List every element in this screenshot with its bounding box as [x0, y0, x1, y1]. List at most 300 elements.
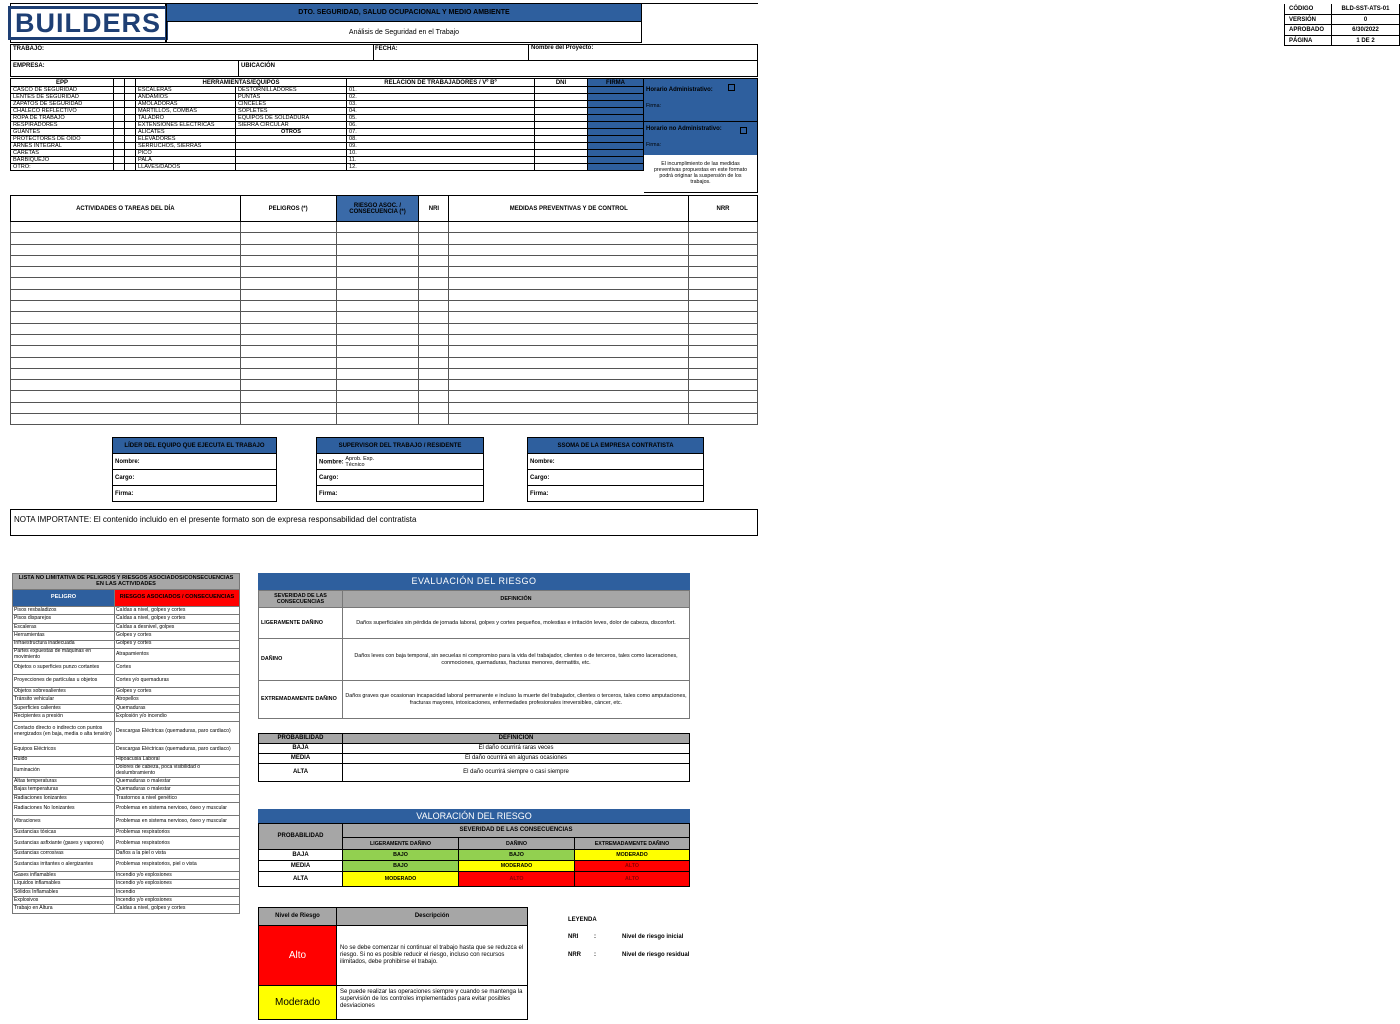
activity-cell[interactable] — [449, 301, 689, 312]
activity-cell[interactable] — [419, 267, 449, 278]
epp-row — [11, 129, 644, 136]
activity-cell[interactable] — [419, 414, 449, 425]
activity-cell[interactable] — [11, 380, 241, 391]
suspension-note: El incumplimiento de las medidas preventivas propuestas en este formato podrá originar la suspensión de los trabajos. — [653, 161, 748, 185]
activity-cell[interactable] — [336, 222, 419, 233]
activity-cell[interactable] — [11, 255, 241, 266]
sev-def: Daños superficiales sin pérdida de jornada laboral, golpes y cortes pequeños, molestias e irritación leves, dolor de cabeza, disconfort. — [343, 608, 690, 639]
sev-def: Daños leves con baja temporal, sin secuelas ni compromiso para la vida del trabajador, clientes o de terceros, tales como laceraciones, conmociones, quemaduras, fracturas menores, dermatitis, etc. — [343, 639, 690, 681]
epp-item: CASCO DE SEGURIDAD — [11, 87, 114, 94]
hazard-riesgo: Caídas a nivel, golpes y cortes — [115, 905, 240, 913]
activity-cell[interactable] — [336, 391, 419, 402]
hazard-riesgo: Golpes y cortes — [115, 632, 240, 640]
hazard-peligro: Sustancias corrosivas — [13, 850, 115, 858]
activity-cell[interactable] — [689, 346, 758, 357]
activity-cell[interactable] — [449, 278, 689, 289]
eval-title: EVALUACIÓN DEL RIESGO — [258, 573, 690, 590]
hazard-row — [13, 687, 240, 695]
hazard-peligro: Gases inflamables — [13, 871, 115, 879]
dni-cell[interactable] — [535, 87, 588, 94]
sev-label: DAÑINO — [259, 639, 343, 681]
activity-cell[interactable] — [336, 334, 419, 345]
hazard-riesgo: Descargas Eléctricas (quemaduras, paro cardiaco) — [115, 743, 240, 756]
activity-cell[interactable] — [689, 334, 758, 345]
activity-cell[interactable] — [11, 402, 241, 413]
activity-cell[interactable] — [11, 357, 241, 368]
activity-cell[interactable] — [419, 222, 449, 233]
activities-table — [10, 195, 758, 425]
tool-check[interactable] — [125, 122, 136, 129]
activity-cell[interactable] — [11, 368, 241, 379]
hazard-riesgo: Dolores de cabeza, poca visibilidad o deslumbramiento — [115, 764, 240, 777]
horario-noadmin-label: Horario no Administrativo: — [646, 126, 722, 132]
activity-cell[interactable] — [419, 402, 449, 413]
hazard-peligro: Ruido — [13, 756, 115, 764]
worker-item: 08. — [347, 136, 535, 143]
sig-head: SSOMA DE LA EMPRESA CONTRATISTA — [528, 438, 704, 454]
meta-value: 1 DE 2 — [1332, 36, 1400, 46]
firma-cell[interactable] — [588, 101, 644, 108]
firma-cell[interactable] — [588, 129, 644, 136]
activity-row — [11, 334, 758, 345]
val-row-label: BAJA — [259, 850, 343, 861]
hazard-riesgo: Quemaduras — [115, 704, 240, 712]
aprob-label: Aprob. Exp. Técnico — [345, 455, 375, 468]
activity-row — [11, 323, 758, 334]
activity-cell[interactable] — [419, 323, 449, 334]
hazard-riesgo: Problemas en sistema nervioso, óseo y muscular — [115, 816, 240, 829]
activity-row — [11, 368, 758, 379]
activity-cell[interactable] — [240, 402, 336, 413]
hazard-peligro: Sustancias irritantes o alergizantes — [13, 858, 115, 871]
tool-item: ALICATES — [136, 129, 236, 136]
sig-firma: Firma: — [317, 486, 484, 502]
hazard-row — [13, 764, 240, 777]
activity-cell[interactable] — [449, 244, 689, 255]
activity-cell[interactable] — [240, 346, 336, 357]
activity-cell[interactable] — [449, 414, 689, 425]
hazard-riesgo: Explosión y/o incendio — [115, 713, 240, 721]
info-divider — [10, 60, 758, 61]
val-col: DAÑINO — [459, 838, 575, 850]
worker-item: 05. — [347, 115, 535, 122]
activity-row — [11, 278, 758, 289]
activity-cell[interactable] — [689, 402, 758, 413]
activity-cell[interactable] — [689, 222, 758, 233]
firma-cell[interactable] — [588, 164, 644, 171]
tool-item — [236, 136, 347, 143]
epp-check[interactable] — [114, 115, 125, 122]
probability-table — [258, 733, 690, 782]
hazard-peligro: Pisos disparejos — [13, 615, 115, 623]
activity-cell[interactable] — [240, 391, 336, 402]
hazard-row — [13, 837, 240, 850]
dni-cell[interactable] — [535, 150, 588, 157]
dni-cell[interactable] — [535, 115, 588, 122]
firma-cell[interactable] — [588, 143, 644, 150]
worker-item: 02. — [347, 94, 535, 101]
firma-cell[interactable] — [588, 122, 644, 129]
ubicacion-label: UBICACIÓN — [241, 63, 275, 69]
tool-item: ESCALERAS — [136, 87, 236, 94]
levels-col1: Nivel de Riesgo — [259, 908, 337, 926]
activity-cell[interactable] — [11, 312, 241, 323]
tool-item: LLAVES/DADOS — [136, 164, 236, 171]
hazard-peligro: Iluminación — [13, 764, 115, 777]
hazards-table — [12, 573, 240, 914]
prob-label: BAJA — [259, 744, 343, 754]
activity-cell[interactable] — [689, 312, 758, 323]
activity-cell[interactable] — [336, 233, 419, 244]
activity-cell[interactable] — [336, 312, 419, 323]
hazard-riesgo: Daños a la piel o vista — [115, 850, 240, 858]
activity-cell[interactable] — [449, 334, 689, 345]
prob-def: El daño ocurrirá siempre o casi siempre — [343, 764, 690, 782]
activity-cell[interactable] — [449, 391, 689, 402]
epp-check[interactable] — [114, 150, 125, 157]
activity-cell[interactable] — [240, 334, 336, 345]
prob-col2: DEFINICIÓN — [343, 734, 690, 744]
tool-item: ELEVADORES — [136, 136, 236, 143]
activity-cell[interactable] — [11, 289, 241, 300]
hazard-peligro: Objetos o superficies punzo cortantes — [13, 661, 115, 674]
val-cell: BAJO — [343, 850, 459, 861]
worker-item: 03. — [347, 101, 535, 108]
activity-cell[interactable] — [240, 267, 336, 278]
worker-item: 06. — [347, 122, 535, 129]
firma-cell[interactable] — [588, 136, 644, 143]
firma-cell[interactable] — [588, 108, 644, 115]
sig-head: LÍDER DEL EQUIPO QUE EJECUTA EL TRABAJO — [113, 438, 277, 454]
epp-row — [11, 143, 644, 150]
activity-row — [11, 233, 758, 244]
activity-cell[interactable] — [240, 222, 336, 233]
activity-cell[interactable] — [336, 368, 419, 379]
sig-cargo: Cargo: — [317, 470, 484, 486]
hazard-riesgo: Quemaduras o malestar — [115, 786, 240, 794]
act-head: PELIGROS (*) — [240, 196, 336, 222]
activity-cell[interactable] — [240, 368, 336, 379]
trabajo-label: TRABAJO: — [13, 46, 44, 52]
activity-cell[interactable] — [240, 357, 336, 368]
sig-nombre: Nombre: — [319, 459, 344, 466]
activity-cell[interactable] — [449, 289, 689, 300]
activity-cell[interactable] — [449, 346, 689, 357]
epp-check[interactable] — [114, 108, 125, 115]
dni-cell[interactable] — [535, 94, 588, 101]
hazard-peligro: Tránsito vehicular — [13, 696, 115, 704]
hazard-riesgo: Atropellos — [115, 696, 240, 704]
firma-noadmin-label: Firma: — [646, 142, 662, 148]
activity-cell[interactable] — [419, 334, 449, 345]
activity-cell[interactable] — [449, 380, 689, 391]
activity-cell[interactable] — [419, 312, 449, 323]
activity-cell[interactable] — [11, 222, 241, 233]
val-cell: ALTO — [575, 861, 690, 872]
tool-check[interactable] — [125, 108, 136, 115]
tool-check[interactable] — [125, 101, 136, 108]
activity-cell[interactable] — [11, 414, 241, 425]
activity-cell[interactable] — [449, 255, 689, 266]
firma-cell[interactable] — [588, 150, 644, 157]
hazard-row — [13, 880, 240, 888]
activity-cell[interactable] — [240, 289, 336, 300]
worker-item: 01. — [347, 87, 535, 94]
hazard-row — [13, 850, 240, 858]
val-row-label: MEDIA — [259, 861, 343, 872]
activity-row — [11, 244, 758, 255]
nota-importante: NOTA IMPORTANTE: El contenido incluido en el presente formato son de expresa responsabilidad del contratista — [10, 509, 758, 536]
activity-cell[interactable] — [689, 323, 758, 334]
activity-cell[interactable] — [689, 289, 758, 300]
activity-cell[interactable] — [689, 391, 758, 402]
activity-cell[interactable] — [240, 312, 336, 323]
activity-cell[interactable] — [11, 334, 241, 345]
activity-cell[interactable] — [449, 368, 689, 379]
dni-cell[interactable] — [535, 157, 588, 164]
epp-item: ROPA DE TRABAJO — [11, 115, 114, 122]
dni-cell[interactable] — [535, 164, 588, 171]
tool-item: PUNTAS — [236, 94, 347, 101]
activity-cell[interactable] — [240, 301, 336, 312]
activity-cell[interactable] — [240, 233, 336, 244]
epp-item: PROTECTORES DE OIDO — [11, 136, 114, 143]
hazard-riesgo: Caídas a desnivel, golpes — [115, 623, 240, 631]
val-cell: BAJO — [459, 850, 575, 861]
firma-head: FIRMA — [588, 79, 644, 87]
activity-cell[interactable] — [419, 233, 449, 244]
firma-cell[interactable] — [588, 94, 644, 101]
meta-label: APROBADO — [1284, 25, 1332, 35]
horario-panel — [644, 78, 758, 193]
level-moderado-desc: Se puede realizar las operaciones siempre y cuando se mantenga la supervisión de los controles implementados para evitar posibles desviaciones — [337, 986, 528, 1020]
firma-cell[interactable] — [588, 115, 644, 122]
activity-cell[interactable] — [689, 267, 758, 278]
activity-cell[interactable] — [689, 255, 758, 266]
hazard-riesgo: Trastornos a nivel genético — [115, 794, 240, 802]
epp-check[interactable] — [114, 136, 125, 143]
val-prob-head: PROBABILIDAD — [259, 824, 343, 850]
activity-cell[interactable] — [689, 380, 758, 391]
hazards-col1: PELIGRO — [13, 590, 115, 607]
tool-check[interactable] — [125, 115, 136, 122]
val-row — [259, 861, 690, 872]
activity-cell[interactable] — [419, 346, 449, 357]
hazard-row — [13, 661, 240, 674]
activity-cell[interactable] — [336, 414, 419, 425]
activity-cell[interactable] — [419, 368, 449, 379]
activity-cell[interactable] — [689, 233, 758, 244]
epp-row — [11, 150, 644, 157]
val-cell: ALTO — [575, 872, 690, 887]
hazard-riesgo: Incendio y/o explosiones — [115, 871, 240, 879]
firma-cell[interactable] — [588, 157, 644, 164]
hazard-peligro: Trabajo en Altura — [13, 905, 115, 913]
activity-cell[interactable] — [689, 414, 758, 425]
activity-cell[interactable] — [240, 255, 336, 266]
worker-item: 11. — [347, 157, 535, 164]
tool-check[interactable] — [125, 129, 136, 136]
proyecto-label: Nombre del Proyecto: — [528, 45, 758, 60]
tool-check[interactable] — [125, 150, 136, 157]
epp-check[interactable] — [114, 94, 125, 101]
tool-check[interactable] — [125, 87, 136, 94]
doc-meta — [642, 3, 1390, 44]
activity-cell[interactable] — [240, 278, 336, 289]
eval-col2: DEFINICIÓN — [343, 591, 690, 608]
activity-cell[interactable] — [336, 301, 419, 312]
epp-check[interactable] — [114, 164, 125, 171]
level-alto-desc: No se debe comenzar ni continuar el trabajo hasta que se reduzca el riesgo. Si no es posible reducir el riesgo, incluso con recursos ilimitados, debe prohibirse el trabajo. — [337, 926, 528, 986]
activity-cell[interactable] — [449, 323, 689, 334]
activity-cell[interactable] — [419, 255, 449, 266]
activity-cell[interactable] — [11, 301, 241, 312]
hazard-row — [13, 623, 240, 631]
hazard-row — [13, 756, 240, 764]
activity-cell[interactable] — [419, 357, 449, 368]
hazard-riesgo: Incendio — [115, 888, 240, 896]
activity-cell[interactable] — [689, 357, 758, 368]
hazard-riesgo: Hipoacusia Laboral — [115, 756, 240, 764]
activity-cell[interactable] — [689, 368, 758, 379]
hazard-peligro: Escaleras — [13, 623, 115, 631]
epp-check[interactable] — [114, 143, 125, 150]
activity-cell[interactable] — [689, 244, 758, 255]
activity-cell[interactable] — [336, 357, 419, 368]
epp-check[interactable] — [114, 87, 125, 94]
hazard-row — [13, 888, 240, 896]
activity-cell[interactable] — [336, 278, 419, 289]
tool-check[interactable] — [125, 157, 136, 164]
hazard-row — [13, 721, 240, 743]
activity-cell[interactable] — [449, 402, 689, 413]
dni-cell[interactable] — [535, 122, 588, 129]
sig-ssoma — [527, 437, 704, 502]
epp-item: OTRO: — [11, 164, 114, 171]
activity-cell[interactable] — [240, 380, 336, 391]
tool-item: ANDAMIOS — [136, 94, 236, 101]
activity-row — [11, 255, 758, 266]
epp-row — [11, 136, 644, 143]
meta-value: 6/30/2022 — [1332, 25, 1400, 35]
activity-cell[interactable] — [336, 402, 419, 413]
activity-cell[interactable] — [336, 380, 419, 391]
hazard-riesgo: Problemas respiratorios — [115, 837, 240, 850]
epp-item: BARBIQUEJO — [11, 157, 114, 164]
tool-check[interactable] — [125, 136, 136, 143]
activity-cell[interactable] — [240, 323, 336, 334]
val-row — [259, 850, 690, 861]
info-divider — [373, 44, 374, 60]
activity-cell[interactable] — [11, 244, 241, 255]
dni-cell[interactable] — [535, 101, 588, 108]
tool-item: TALADRO — [136, 115, 236, 122]
activity-cell[interactable] — [336, 346, 419, 357]
activity-cell[interactable] — [419, 391, 449, 402]
epp-row — [11, 122, 644, 129]
sig-cargo: Cargo: — [113, 470, 277, 486]
firma-cell[interactable] — [588, 87, 644, 94]
sig-firma: Firma: — [528, 486, 704, 502]
tool-check[interactable] — [125, 94, 136, 101]
activity-cell[interactable] — [11, 391, 241, 402]
hazard-riesgo: Quemaduras o malestar — [115, 777, 240, 785]
tool-check[interactable] — [125, 164, 136, 171]
activity-cell[interactable] — [240, 244, 336, 255]
sig-firma: Firma: — [113, 486, 277, 502]
tool-item: OTROS — [236, 129, 347, 136]
activity-cell[interactable] — [11, 323, 241, 334]
activity-cell[interactable] — [336, 289, 419, 300]
header-title: DTO. SEGURIDAD, SALUD OCUPACIONAL Y MEDIO AMBIENTE — [166, 3, 642, 22]
val-row-label: ALTA — [259, 872, 343, 887]
activity-cell[interactable] — [419, 289, 449, 300]
hazard-row — [13, 743, 240, 756]
activity-cell[interactable] — [449, 233, 689, 244]
activity-cell[interactable] — [449, 267, 689, 278]
activity-cell[interactable] — [689, 301, 758, 312]
hazard-row — [13, 794, 240, 802]
tool-check[interactable] — [125, 143, 136, 150]
activity-cell[interactable] — [449, 357, 689, 368]
sev-def: Daños graves que ocasionan incapacidad laboral permanente e incluso la muerte del trabajador, clientes o terceros, tales como amputaciones, fracturas mayores, intoxicaciones, enfermedades profesionales irreversibles, cáncer, etc. — [343, 681, 690, 719]
hazard-row — [13, 905, 240, 913]
epp-check[interactable] — [114, 129, 125, 136]
epp-row — [11, 94, 644, 101]
activity-cell[interactable] — [11, 233, 241, 244]
sig-supervisor — [316, 437, 484, 502]
horario-admin-checkbox[interactable] — [728, 84, 735, 91]
hazard-peligro: Proyecciones de partículas u objetos — [13, 674, 115, 687]
activity-cell[interactable] — [419, 301, 449, 312]
info-divider — [238, 60, 239, 77]
activity-cell[interactable] — [336, 244, 419, 255]
tool-item: EQUIPOS DE SOLDADURA — [236, 115, 347, 122]
sig-head: SUPERVISOR DEL TRABAJO / RESIDENTE — [317, 438, 484, 454]
dni-cell[interactable] — [535, 143, 588, 150]
activity-cell[interactable] — [336, 267, 419, 278]
workers-head: RELACIÓN DE TRABAJADORES / Vº Bº — [347, 79, 535, 87]
activity-cell[interactable] — [240, 414, 336, 425]
activity-cell[interactable] — [336, 323, 419, 334]
dni-cell[interactable] — [535, 129, 588, 136]
activity-cell[interactable] — [11, 346, 241, 357]
valuation-table — [258, 823, 690, 887]
dni-cell[interactable] — [535, 136, 588, 143]
activity-cell[interactable] — [11, 267, 241, 278]
dni-cell[interactable] — [535, 108, 588, 115]
activity-cell[interactable] — [11, 278, 241, 289]
hazard-peligro: Objetos sobresalientes — [13, 687, 115, 695]
activity-cell[interactable] — [449, 312, 689, 323]
epp-check[interactable] — [114, 157, 125, 164]
activity-cell[interactable] — [419, 244, 449, 255]
epp-check[interactable] — [114, 101, 125, 108]
activity-cell[interactable] — [449, 222, 689, 233]
horario-noadmin-checkbox[interactable] — [740, 127, 747, 134]
activity-cell[interactable] — [419, 380, 449, 391]
hazard-row — [13, 640, 240, 648]
hazards-title: LISTA NO LIMITATIVA DE PELIGROS Y RIESGOS ASOCIADOS/CONSECUENCIAS EN LAS ACTIVIDADES — [13, 574, 240, 590]
legend-nri: NRI : Nivel de riesgo inicial — [568, 934, 684, 940]
activity-cell[interactable] — [336, 255, 419, 266]
epp-check[interactable] — [114, 122, 125, 129]
activity-cell[interactable] — [419, 278, 449, 289]
hazard-peligro: Vibraciones — [13, 816, 115, 829]
activity-cell[interactable] — [689, 278, 758, 289]
prob-label: MEDIA — [259, 754, 343, 764]
tool-item: SIERRA CIRCULAR — [236, 122, 347, 129]
